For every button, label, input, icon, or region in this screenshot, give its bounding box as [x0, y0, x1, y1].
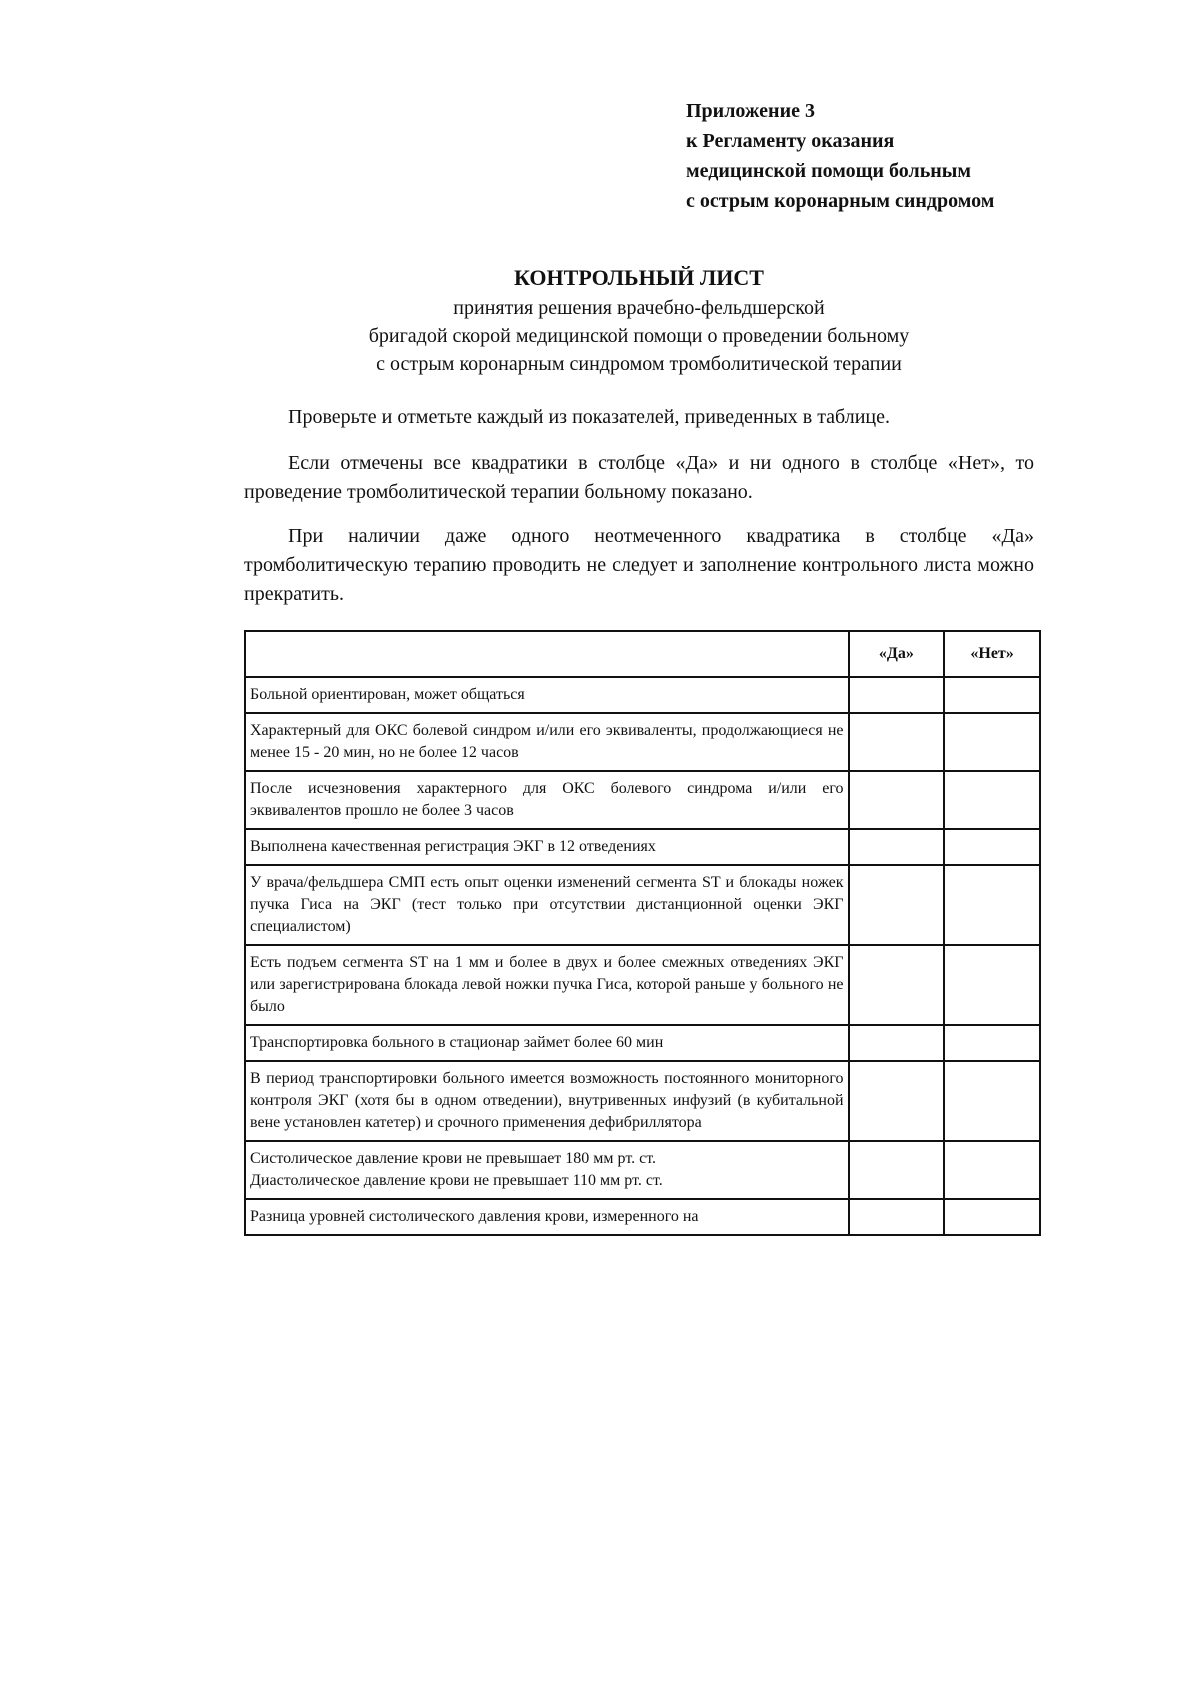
table-header-row — [245, 631, 1040, 677]
table-row — [245, 677, 1040, 713]
yes-column-header: «Да» — [849, 631, 945, 677]
criterion-text: Характерный для ОКС болевой синдром и/или его эквиваленты, продолжающиеся не менее 15 - 20 мин, но не более 12 часов — [245, 713, 849, 771]
instruction-paragraph: Проверьте и отметьте каждый из показателей, приведенных в таблице. — [288, 406, 891, 428]
no-checkbox-cell[interactable] — [944, 865, 1040, 945]
document-subtitle-line: принятия решения врачебно-фельдшерской — [453, 297, 825, 319]
criterion-text: Транспортировка больного в стационар займет более 60 мин — [245, 1025, 849, 1061]
no-checkbox-cell[interactable] — [944, 1199, 1040, 1235]
yes-checkbox-cell[interactable] — [849, 865, 945, 945]
document-subtitle-line: с острым коронарным синдромом тромболитической терапии — [376, 353, 902, 375]
no-checkbox-cell[interactable] — [944, 677, 1040, 713]
yes-checkbox-cell[interactable] — [849, 829, 945, 865]
no-checkbox-cell[interactable] — [944, 1025, 1040, 1061]
yes-checkbox-cell[interactable] — [849, 945, 945, 1025]
table-row — [245, 829, 1040, 865]
criterion-text: Есть подъем сегмента ST на 1 мм и более в двух и более смежных отведениях ЭКГ или зарегистрирована блокада левой ножки пучка Гиса, которой раньше у больного не было — [245, 945, 849, 1025]
yes-checkbox-cell[interactable] — [849, 677, 945, 713]
appendix-line: с острым коронарным синдромом — [686, 190, 995, 212]
criterion-text: Разница уровней систолического давления крови, измеренного на — [245, 1199, 849, 1235]
table-row — [245, 1141, 1040, 1199]
criterion-text: Выполнена качественная регистрация ЭКГ в 12 отведениях — [245, 829, 849, 865]
yes-checkbox-cell[interactable] — [849, 1025, 945, 1061]
table-row — [245, 1199, 1040, 1235]
criterion-text: Систолическое давление крови не превышает 180 мм рт. ст. — [250, 1150, 657, 1167]
no-checkbox-cell[interactable] — [944, 1061, 1040, 1141]
checklist-table — [244, 630, 1041, 1236]
criterion-text-pair — [245, 1141, 849, 1199]
table-row — [245, 865, 1040, 945]
document-title: КОНТРОЛЬНЫЙ ЛИСТ — [514, 265, 764, 290]
no-column-header: «Нет» — [944, 631, 1040, 677]
no-checkbox-cell[interactable] — [944, 829, 1040, 865]
appendix-header — [686, 96, 994, 216]
criterion-text: У врача/фельдшера СМП есть опыт оценки изменений сегмента ST и блокады ножек пучка Гиса на ЭКГ (тест только при отсутствии дистанционной оценки ЭКГ специалистом) — [245, 865, 849, 945]
yes-checkbox-cell[interactable] — [849, 1141, 945, 1199]
yes-checkbox-cell[interactable] — [849, 1199, 945, 1235]
table-row — [245, 1025, 1040, 1061]
criterion-text: Больной ориентирован, может общаться — [245, 677, 849, 713]
instruction-paragraph: При наличии даже одного неотмеченного квадратика в столбце «Да» тромболитическую терапию проводить не следует и заполнение контрольного листа можно прекратить. — [244, 525, 1034, 605]
appendix-line: к Регламенту оказания — [686, 130, 895, 152]
criterion-header — [245, 631, 849, 677]
criterion-text: В период транспортировки больного имеется возможность постоянного мониторного контроля ЭКГ (хотя бы в одном отведении), внутривенных инфузий (в кубитальной вене установлен катетер) и срочного применения дефибриллятора — [245, 1061, 849, 1141]
table-row — [245, 1061, 1040, 1141]
criterion-text: После исчезновения характерного для ОКС болевого синдрома и/или его эквивалентов прошло не более 3 часов — [245, 771, 849, 829]
no-checkbox-cell[interactable] — [944, 945, 1040, 1025]
yes-checkbox-cell[interactable] — [849, 771, 945, 829]
no-checkbox-cell[interactable] — [944, 1141, 1040, 1199]
appendix-line: Приложение 3 — [686, 100, 815, 122]
document-title-block — [244, 262, 1034, 378]
criterion-text: Диастолическое давление крови не превышает 110 мм рт. ст. — [250, 1172, 663, 1189]
table-row — [245, 713, 1040, 771]
no-checkbox-cell[interactable] — [944, 771, 1040, 829]
yes-checkbox-cell[interactable] — [849, 713, 945, 771]
document-subtitle-line: бригадой скорой медицинской помощи о проведении больному — [368, 325, 910, 347]
table-row — [245, 945, 1040, 1025]
table-row — [245, 771, 1040, 829]
no-checkbox-cell[interactable] — [944, 713, 1040, 771]
instruction-paragraph: Если отмечены все квадратики в столбце «Да» и ни одного в столбце «Нет», то проведение тромболитической терапии больному показано. — [244, 452, 1034, 503]
yes-checkbox-cell[interactable] — [849, 1061, 945, 1141]
appendix-line: медицинской помощи больным — [686, 160, 972, 182]
